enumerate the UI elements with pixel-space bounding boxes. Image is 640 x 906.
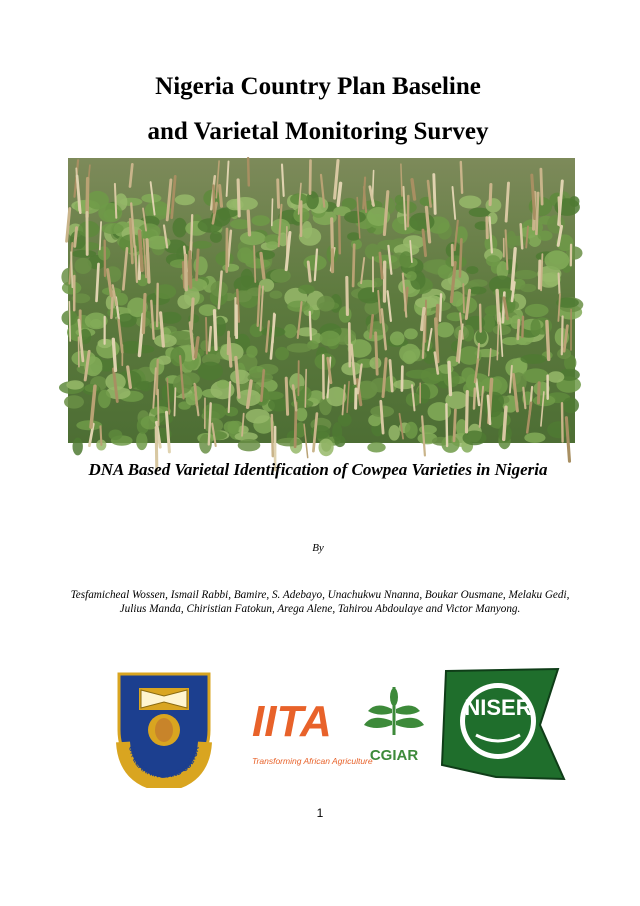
document-subtitle: DNA Based Varietal Identification of Cowpea Varieties in Nigeria	[88, 460, 548, 479]
document-title-line1: Nigeria Country Plan Baseline	[155, 73, 481, 100]
document-title-line2: and Varietal Monitoring Survey	[147, 118, 489, 145]
iita-wordmark: IITA	[252, 697, 332, 746]
iita-tagline: Transforming African Agriculture	[252, 756, 373, 766]
oau-motto-text: OR LEARNING AND CULTUR	[127, 745, 201, 781]
by-label: By	[312, 542, 324, 554]
niser-logo	[436, 665, 566, 783]
cgiar-logo	[360, 683, 428, 765]
cgiar-wordmark: CGIAR	[369, 747, 419, 764]
author-list: Tesfamicheal Wossen, Ismail Rabbi, Bamire, S. Adebayo, Unachukwu Nnanna, Boukar Ousmane, Melaku Gedi, Julius Manda, Chiristian Fatokun, Arega Alene, Tahirou Abdoulaye and Victor Manyong.	[70, 589, 570, 615]
page-number: 1	[316, 806, 324, 820]
oau-logo	[105, 668, 223, 788]
iita-logo	[248, 680, 373, 772]
niser-wordmark: NISER	[464, 695, 532, 720]
cowpea-field-photo	[68, 158, 575, 443]
